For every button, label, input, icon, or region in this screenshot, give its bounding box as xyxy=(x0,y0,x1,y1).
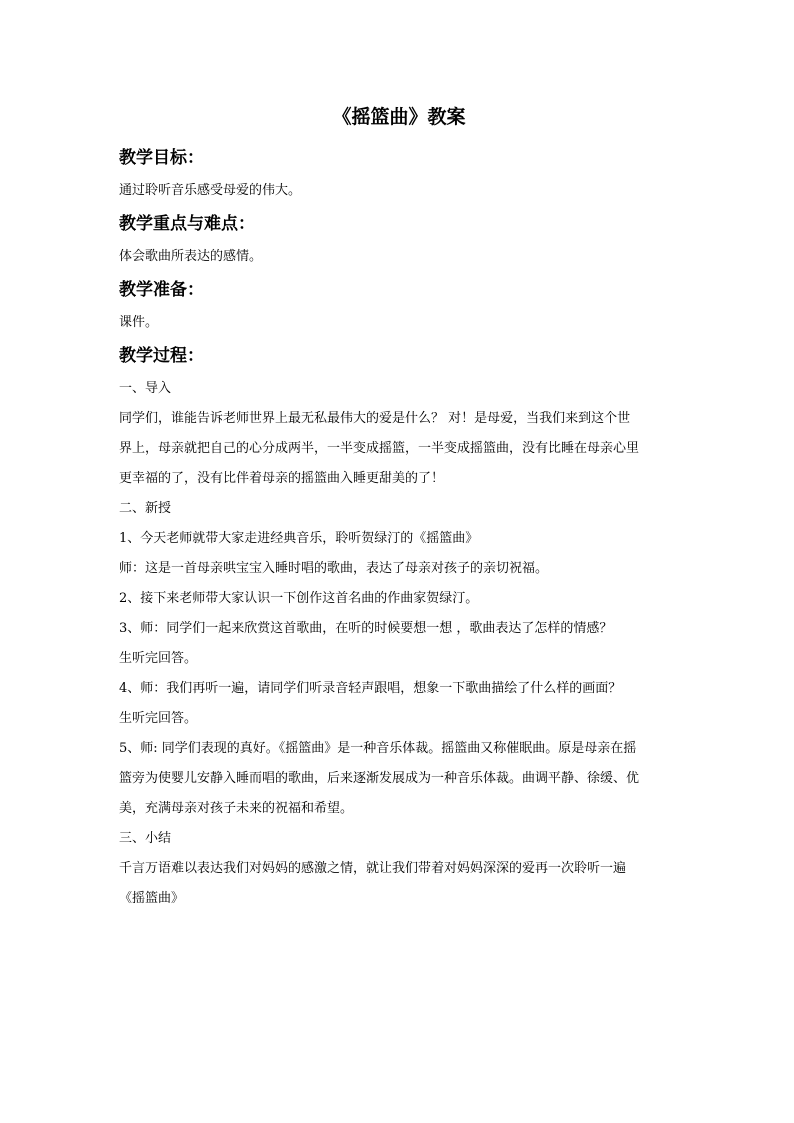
heading-teaching-goal: 教学目标： xyxy=(119,148,204,168)
step-1-teacher: 师：这是一首母亲哄宝宝入睡时唱的歌曲，表达了母亲对孩子的亲切祝福。 xyxy=(119,561,549,576)
part1-line-2: 界上，母亲就把自己的心分成两半，一半变成摇篮，一半变成摇篮曲，没有比睡在母亲心里 xyxy=(119,441,640,456)
step-3-answer: 生听完回答。 xyxy=(119,651,198,666)
step-4-answer: 生听完回答。 xyxy=(119,711,198,726)
step-4: 4、师：我们再听一遍，请同学们听录音轻声跟唱，想象一下歌曲描绘了什么样的画面？ xyxy=(119,681,622,696)
heading-teaching-prep: 教学准备： xyxy=(119,280,204,300)
step-3: 3、师：同学们一起来欣赏这首歌曲，在听的时候要想一想 ，歌曲表达了怎样的情感？ xyxy=(119,621,613,636)
part1-title: 一、导入 xyxy=(119,381,172,396)
part1-line-3: 更幸福的了，没有比伴着母亲的摇篮曲入睡更甜美的了！ xyxy=(119,471,445,486)
document-body xyxy=(119,100,677,914)
part3-title: 三、小结 xyxy=(119,831,172,846)
focus-difficulty-text: 体会歌曲所表达的感情。 xyxy=(119,249,263,264)
part2-title: 二、新授 xyxy=(119,501,172,516)
step-5-line-1: 5、师: 同学们表现的真好。《摇篮曲》是一种音乐体裁。摇篮曲又称催眠曲。原是母亲在摇 xyxy=(119,741,637,756)
part1-line-1: 同学们，谁能告诉老师世界上最无私最伟大的爱是什么？ 对！是母爱，当我们来到这个世 xyxy=(119,411,631,426)
step-5-line-3: 美，充满母亲对孩子未来的祝福和希望。 xyxy=(119,801,354,816)
part3-line-2: 《摇篮曲》 xyxy=(119,891,185,906)
heading-teaching-process: 教学过程： xyxy=(119,346,204,366)
heading-focus-difficulty: 教学重点与难点： xyxy=(119,214,255,234)
teaching-goal-text: 通过聆听音乐感受母爱的伟大。 xyxy=(119,183,302,198)
step-5-line-2: 篮旁为使婴儿安静入睡而唱的歌曲，后来逐渐发展成为一种音乐体裁。曲调平静、徐缓、优 xyxy=(119,771,640,786)
step-1: 1、今天老师就带大家走进经典音乐，聆听贺绿汀的《摇篮曲》 xyxy=(119,531,479,546)
teaching-prep-text: 课件。 xyxy=(119,315,159,330)
part3-line-1: 千言万语难以表达我们对妈妈的感激之情，就让我们带着对妈妈深深的爱再一次聆听一遍 xyxy=(119,861,627,876)
document-title: 《摇篮曲》教案 xyxy=(332,106,466,128)
step-2: 2、接下来老师带大家认识一下创作这首名曲的作曲家贺绿汀。 xyxy=(119,591,479,606)
